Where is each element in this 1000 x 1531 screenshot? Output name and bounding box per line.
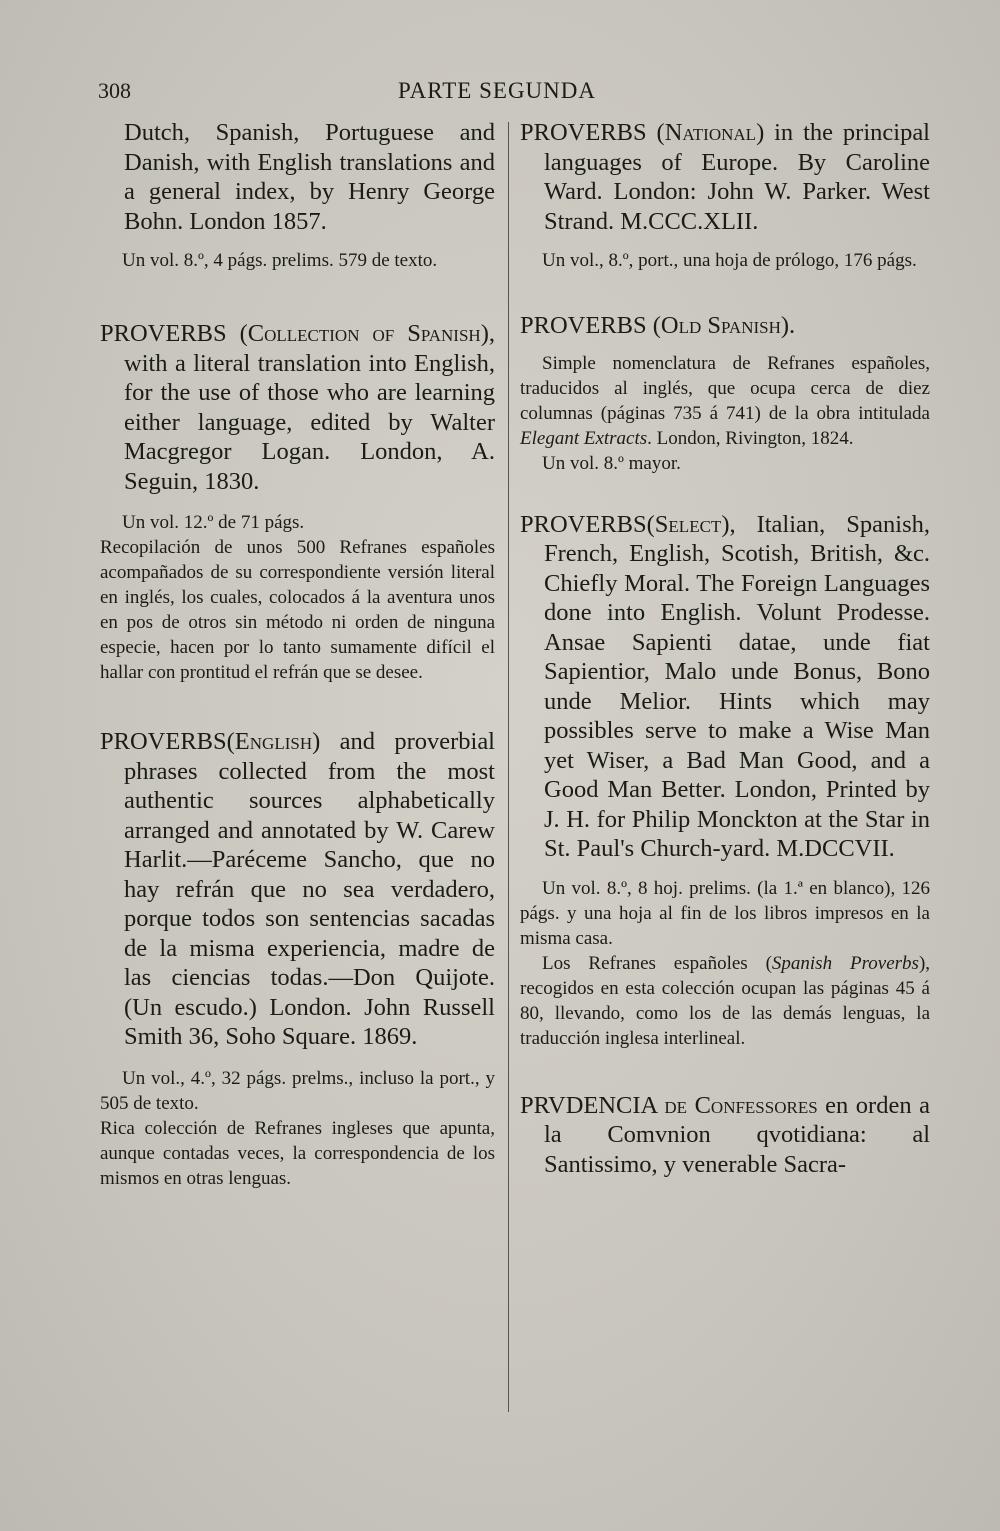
entry-note: Recopilación de unos 500 Refranes españoles acompañados de su correspondiente versión literal en inglés, los cuales, colocados á la aventura unos en pos de otros sin método ni orden de ninguna especie, hacen por lo tanto sumamente difícil el hallar con prontitud el refrán que se desee. xyxy=(100,537,495,683)
entry-note: Un vol., 4.º, 32 págs. prelms., incluso la port., y 505 de texto. xyxy=(100,1067,495,1114)
left-column xyxy=(100,118,495,1191)
entry-title: PROVERBS(English) and proverbial phrases collected from the most authentic sources alphabetically arranged and annotated by W. Carew Harlit.—Paréceme Sancho, que no hay refrán que no sea verdadero, porque todos son sentencias sacadas de la misma experiencia, madre de las ciencias todas.—Don Quijote. (Un escudo.) London. John Russell Smith 36, Soho Square. 1869. xyxy=(100,728,495,1050)
entry-note: Los Refranes españoles (Spanish Proverbs), recogidos en esta colección ocupan las páginas 45 á 80, llevando, como los de las demás lenguas, la traducción inglesa interlineal. xyxy=(520,952,931,1049)
running-head: PARTE SEGUNDA xyxy=(398,78,596,103)
column-divider xyxy=(508,122,509,1412)
entry-note: Rica colección de Refranes ingleses que apunta, aunque contadas veces, la correspondencia de los mismos en otras lenguas. xyxy=(100,1117,495,1189)
entry-prvdencia xyxy=(520,1091,930,1180)
entry-title: PROVERBS (Collection of Spanish), with a literal translation into English, for the use of those who are learning either language, edited by Walter Macgregor Logan. London, A. Seguin, 1830. xyxy=(100,320,495,495)
entry-national xyxy=(520,118,930,273)
entry-title: Dutch, Spanish, Portuguese and Danish, with English translations and a general index, by Henry George Bohn. London 1857. xyxy=(124,119,495,235)
entry-title: PROVERBS(Select), Italian, Spanish, French, English, Scotish, British, &c. Chiefly Moral. The Foreign Languages done into English. Volunt Prodesse. Ansae Sapienti datae, unde fiat Sapientior, Malo unde Bonus, Bono unde Melior. Hints which may possibles serve to make a Wise Man yet Wiser, a Bad Man Good, and a Good Man Better. London, Printed by J. H. for Philip Monckton at the Star in St. Paul's Church-yard. M.DCCVII. xyxy=(520,510,930,862)
page-header xyxy=(98,78,928,110)
entry-title: PROVERBS (Old Spanish). xyxy=(520,312,796,339)
right-column xyxy=(520,118,930,1179)
entry-note: Un vol. 12.º de 71 págs. xyxy=(122,512,305,533)
entry-note: Un vol. 8.º mayor. xyxy=(542,452,681,474)
entry-old-spanish xyxy=(520,311,930,476)
entry-title: PRVDENCIA de Confessores en orden a la Comvnion qvotidiana: al Santissimo, y venerable Sacra- xyxy=(520,1091,930,1178)
entry-select xyxy=(520,510,930,1051)
entry-bohn xyxy=(100,118,495,273)
entry-title: PROVERBS (National) in the principal languages of Europe. By Caroline Ward. London: John W. Parker. West Strand. M.CCC.XLII. xyxy=(520,119,930,235)
entry-collection-of-spanish xyxy=(100,319,495,685)
entry-english xyxy=(100,727,495,1191)
entry-note: Un vol., 8.º, port., una hoja de prólogo, 176 págs. xyxy=(542,250,917,271)
entry-note: Un vol. 8.º, 4 págs. prelims. 579 de texto. xyxy=(122,250,438,271)
page-number: 308 xyxy=(98,78,131,103)
entry-note: Simple nomenclatura de Refranes españoles, traducidos al inglés, que ocupa cerca de diez columnas (páginas 735 á 741) de la obra intitulada Elegant Extracts. London, Rivington, 1824. xyxy=(520,352,930,449)
entry-note: Un vol. 8.º, 8 hoj. prelims. (la 1.ª en blanco), 126 págs. y una hoja al fin de los libros impresos en la misma casa. xyxy=(520,877,930,949)
